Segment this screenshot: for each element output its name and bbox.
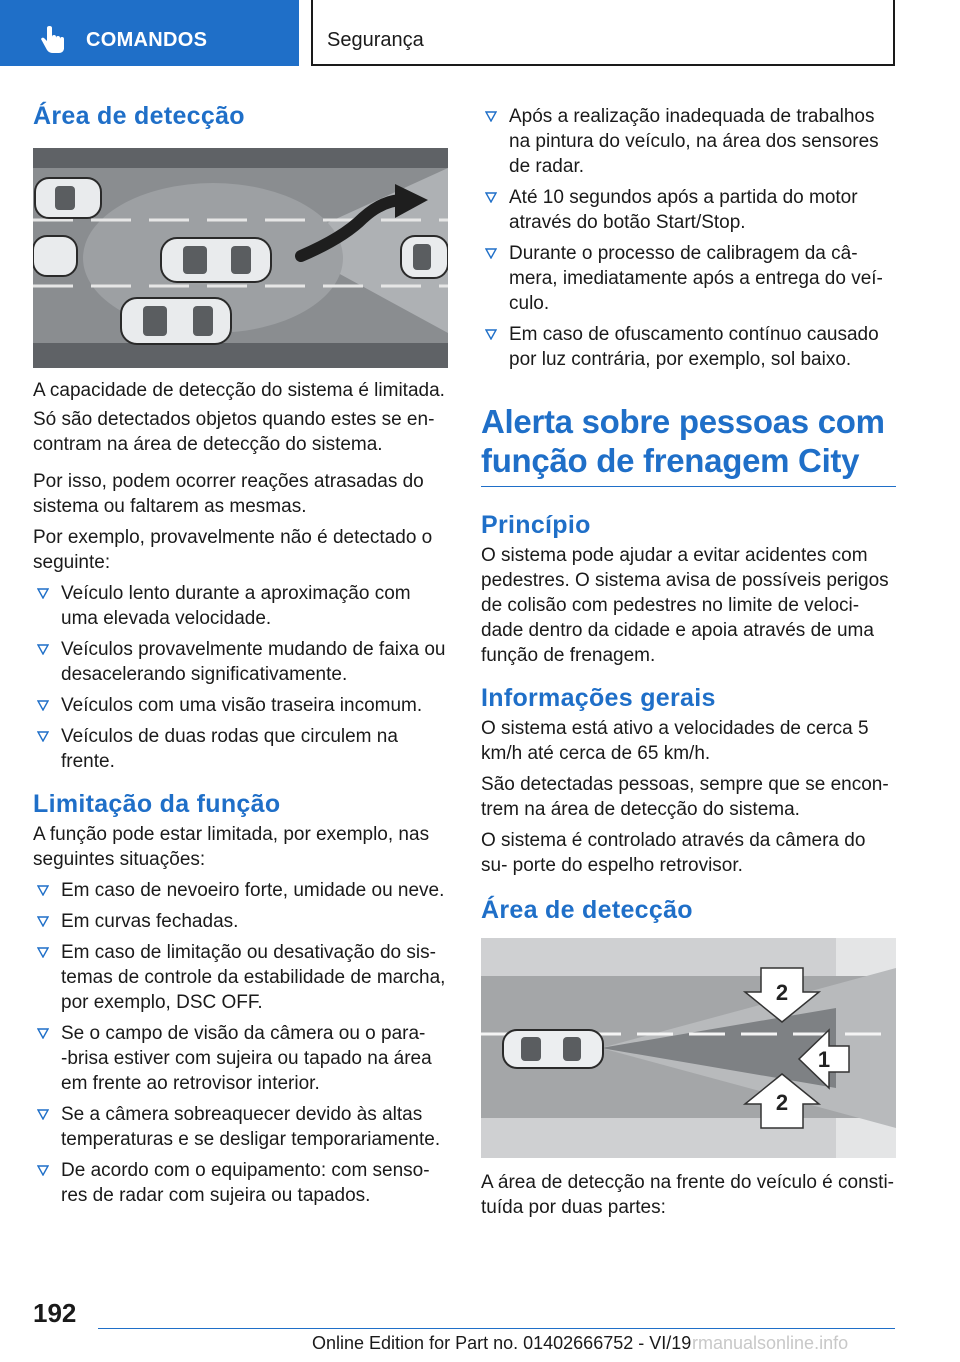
list-item: Após a realização inadequada de trabalhos na pintura do veículo, na área dos sensores de radar. — [481, 104, 896, 179]
list-item: Em caso de limitação ou desativação do sis‐ temas de controle da estabilidade de marcha, por exemplo, DSC OFF. — [33, 940, 448, 1015]
paragraph: Por isso, podem ocorrer reações atrasadas do sistema ou faltarem as mesmas. — [33, 471, 424, 517]
triangle-bullet-icon — [37, 588, 49, 599]
paragraph: O sistema é controlado através da câmera do su‐ porte do espelho retrovisor. — [481, 830, 866, 876]
pedestrian-detection-illustration — [481, 938, 896, 1158]
chapter-tab[interactable] — [0, 0, 299, 66]
list-item: Veículos de duas rodas que circulem na frente. — [33, 724, 448, 774]
section-header — [311, 0, 895, 66]
list-item: Se o campo de visão da câmera ou o para‐ ‑brisa estiver com sujeira ou tapado na área em frente ao retrovisor interior. — [33, 1021, 448, 1096]
list-item: Em caso de ofuscamento contínuo causado por luz contrária, por exemplo, sol baixo. — [481, 322, 896, 372]
triangle-bullet-icon — [485, 329, 497, 340]
hand-pointer-icon — [40, 26, 66, 54]
paragraph: Por exemplo, provavelmente não é detectado o seguinte: — [33, 527, 433, 573]
bullet-list — [33, 581, 448, 774]
section-label: Segurança — [327, 29, 424, 51]
bullet-list — [33, 878, 448, 1208]
triangle-bullet-icon — [37, 700, 49, 711]
list-item: De acordo com o equipamento: com senso‐ res de radar com sujeira ou tapados. — [33, 1158, 448, 1208]
paragraph: A área de detecção na frente do veículo é consti‐ tuída por duas partes: — [481, 1172, 894, 1218]
page-number: 192 — [33, 1298, 77, 1328]
watermark: rmanualsonline.info — [692, 1333, 849, 1353]
heading-limitacao: Limitação da função — [33, 790, 281, 818]
triangle-bullet-icon — [485, 111, 497, 122]
right-column — [481, 96, 896, 1220]
figure-label-1: 1 — [817, 1047, 831, 1072]
figure-label-2-bottom: 2 — [775, 1090, 789, 1115]
paragraph: O sistema pode ajudar a evitar acidentes com pedestres. O sistema avisa de possíveis perigos de colisão com pedestres no limite de veloci‐ dade dentro da cidade e apoia através de uma função de frenagem. — [481, 545, 889, 666]
list-item: Se a câmera sobreaquecer devido às altas temperaturas e se desligar temporariamente. — [33, 1102, 448, 1152]
triangle-bullet-icon — [37, 916, 49, 927]
figure-label-2-top: 2 — [775, 980, 789, 1005]
triangle-bullet-icon — [37, 1028, 49, 1039]
paragraph: São detectadas pessoas, sempre que se encon‐ trem na área de detecção do sistema. — [481, 774, 889, 820]
list-item: Em curvas fechadas. — [33, 909, 448, 934]
chapter-tab-label: COMANDOS — [86, 29, 208, 51]
paragraph: A capacidade de detecção do sistema é limitada. — [33, 380, 445, 401]
paragraph: A função pode estar limitada, por exemplo, nas seguintes situações: — [33, 824, 430, 870]
footer-edition: Online Edition for Part no. 01402666752 - VI/19 — [312, 1333, 692, 1353]
list-item: Até 10 segundos após a partida do motor através do botão Start/Stop. — [481, 185, 896, 235]
triangle-bullet-icon — [37, 731, 49, 742]
list-item: Durante o processo de calibragem da câ‐ mera, imediatamente após a entrega do veí‐ culo. — [481, 241, 896, 316]
heading-area-deteccao: Área de detecção — [481, 896, 693, 924]
detection-area-illustration — [33, 148, 448, 368]
list-item: Veículos provavelmente mudando de faixa ou desacelerando significativamente. — [33, 637, 448, 687]
list-item: Em caso de nevoeiro forte, umidade ou neve. — [33, 878, 448, 903]
triangle-bullet-icon — [37, 947, 49, 958]
triangle-bullet-icon — [485, 248, 497, 259]
triangle-bullet-icon — [485, 192, 497, 203]
triangle-bullet-icon — [37, 1109, 49, 1120]
list-item: Veículo lento durante a aproximação com uma elevada velocidade. — [33, 581, 448, 631]
left-column — [33, 96, 448, 1208]
list-item: Veículos com uma visão traseira incomum. — [33, 693, 448, 718]
triangle-bullet-icon — [37, 644, 49, 655]
heading-area-deteccao: Área de detecção — [33, 102, 245, 130]
paragraph: O sistema está ativo a velocidades de cerca 5 km/h até cerca de 65 km/h. — [481, 718, 869, 764]
heading-principio: Princípio — [481, 511, 591, 539]
bullet-list — [481, 104, 896, 372]
main-heading: Alerta sobre pessoas com função de frenagem City — [481, 402, 896, 487]
paragraph: Só são detectados objetos quando estes se en‐ contram na área de detecção do sistema. — [33, 409, 435, 455]
triangle-bullet-icon — [37, 885, 49, 896]
triangle-bullet-icon — [37, 1165, 49, 1176]
footer-divider — [98, 1328, 895, 1329]
heading-informacoes-gerais: Informações gerais — [481, 684, 716, 712]
